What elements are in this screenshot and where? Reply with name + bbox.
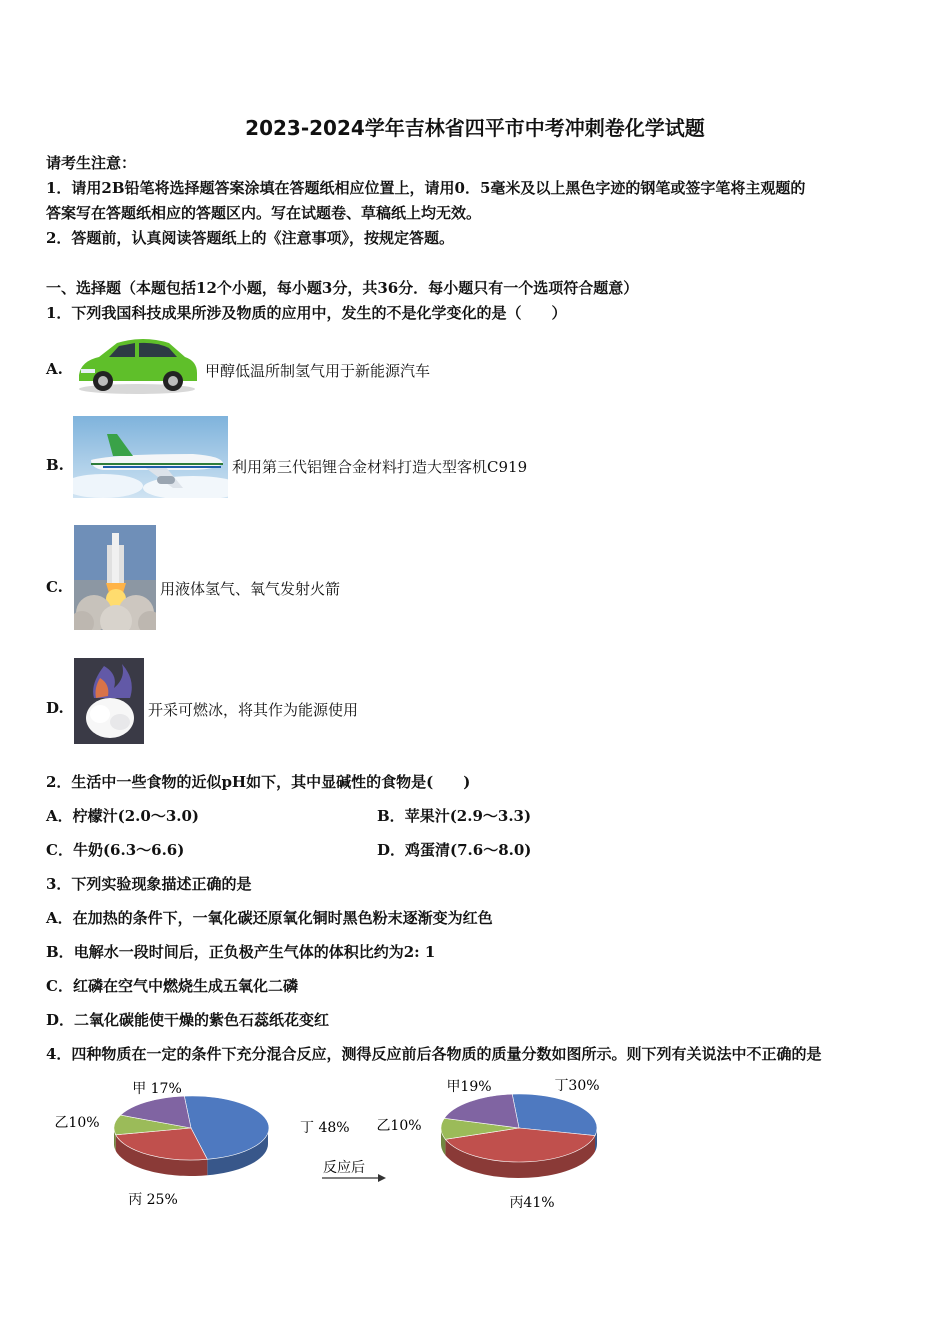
- q2-option-c-text: 牛奶(6.3～6.6): [72, 841, 185, 859]
- q1-option-a-text: 甲醇低温所制氢气用于新能源汽车: [205, 362, 431, 380]
- q2-option-a-label: A．: [46, 807, 73, 825]
- pie-label-乙: 乙10%: [54, 1115, 100, 1131]
- q2-option-a: [46, 805, 199, 826]
- q2-option-d: [377, 839, 531, 860]
- pie-label-丙: 丙 25%: [128, 1192, 178, 1208]
- q2-option-d-text: 鸡蛋清(7.6～8.0): [405, 841, 532, 859]
- q2-option-b-text: 苹果汁(2.9～3.3): [404, 807, 532, 825]
- pie-label-乙: 乙10%: [376, 1118, 422, 1134]
- pie-label-甲: 甲 17%: [132, 1081, 182, 1097]
- q2-option-d-label: D．: [377, 841, 406, 859]
- q3-option-c-label: C．: [46, 977, 73, 995]
- q3-stem: 3．下列实验现象描述正确的是: [46, 875, 252, 893]
- q1-option-c-text: 用液体氢气、氧气发射火箭: [160, 580, 341, 598]
- q2-option-b: [377, 805, 531, 826]
- page-title: 2023-2024学年吉林省四平市中考冲刺卷化学试题: [245, 116, 705, 140]
- reaction-arrow-label: 反应后: [323, 1160, 365, 1176]
- q3-option-b-label: B．: [46, 943, 74, 961]
- notice-line-2: 2．答题前，认真阅读答题纸上的《注意事项》，按规定答题。: [46, 229, 454, 247]
- notice-heading: 请考生注意：: [46, 154, 137, 172]
- q2-option-c-label: C．: [46, 841, 73, 859]
- q1-option-b-text: 利用第三代铝锂合金材料打造大型客机C919: [232, 458, 528, 476]
- q3-option-d-label: D．: [46, 1011, 75, 1029]
- q3-option-b: [46, 941, 435, 962]
- q2-option-b-label: B．: [377, 807, 405, 825]
- reaction-arrow-head: [378, 1174, 386, 1182]
- q3-option-a-text: 在加热的条件下，一氧化碳还原氧化铜时黑色粉末逐渐变为红色: [72, 909, 493, 927]
- pie-label-甲: 甲19%: [446, 1079, 492, 1095]
- rocket-image: [74, 525, 156, 630]
- pie-label-丙: 丙41%: [509, 1195, 555, 1211]
- q1-stem: 1．下列我国科技成果所涉及物质的应用中，发生的不是化学变化的是（ ）: [46, 304, 567, 322]
- q3-option-a-label: A．: [46, 909, 73, 927]
- q2-stem: 2．生活中一些食物的近似pH如下，其中显碱性的食物是( ): [46, 773, 471, 791]
- pie-charts: [0, 1070, 950, 1230]
- q2-option-c: [46, 839, 184, 860]
- q1-option-a-label: A.: [46, 360, 63, 378]
- q3-option-d-text: 二氧化碳能使干燥的紫色石蕊纸花变红: [74, 1011, 330, 1029]
- q3-option-c: [46, 975, 298, 996]
- combustible-ice-image: [74, 658, 144, 744]
- notice-line-1a: 1．请用2B铅笔将选择题答案涂填在答题纸相应位置上，请用0．5毫米及以上黑色字迹的钢笔或签字笔将主观题的: [46, 179, 806, 197]
- q4-stem: 4．四种物质在一定的条件下充分混合反应，测得反应前后各物质的质量分数如图所示。则下列有关说法中不正确的是: [46, 1045, 822, 1063]
- car-image: [73, 331, 201, 395]
- airplane-image: [73, 416, 228, 498]
- q1-option-d-text: 开采可燃冰，将其作为能源使用: [148, 701, 359, 719]
- q3-option-c-text: 红磷在空气中燃烧生成五氧化二磷: [72, 977, 298, 995]
- q1-option-c-label: C.: [46, 578, 63, 596]
- pie-label-丁: 丁 48%: [300, 1120, 350, 1136]
- q3-option-d: [46, 1009, 329, 1030]
- notice-line-1b: 答案写在答题纸相应的答题区内。写在试题卷、草稿纸上均无效。: [46, 204, 482, 222]
- pie-chart-after: [376, 1078, 599, 1211]
- q3-option-b-text: 电解水一段时间后，正负极产生气体的体积比约为2: 1: [73, 943, 436, 961]
- q2-option-a-text: 柠檬汁(2.0～3.0): [72, 807, 200, 825]
- section-heading: 一、选择题（本题包括12个小题，每小题3分，共36分．每小题只有一个选项符合题意）: [46, 279, 639, 297]
- pie-label-丁: 丁30%: [554, 1078, 600, 1094]
- q1-option-d-label: D.: [46, 699, 64, 717]
- q3-option-a: [46, 907, 493, 928]
- pie-chart-before: [54, 1081, 349, 1208]
- q1-option-b-label: B.: [46, 456, 64, 474]
